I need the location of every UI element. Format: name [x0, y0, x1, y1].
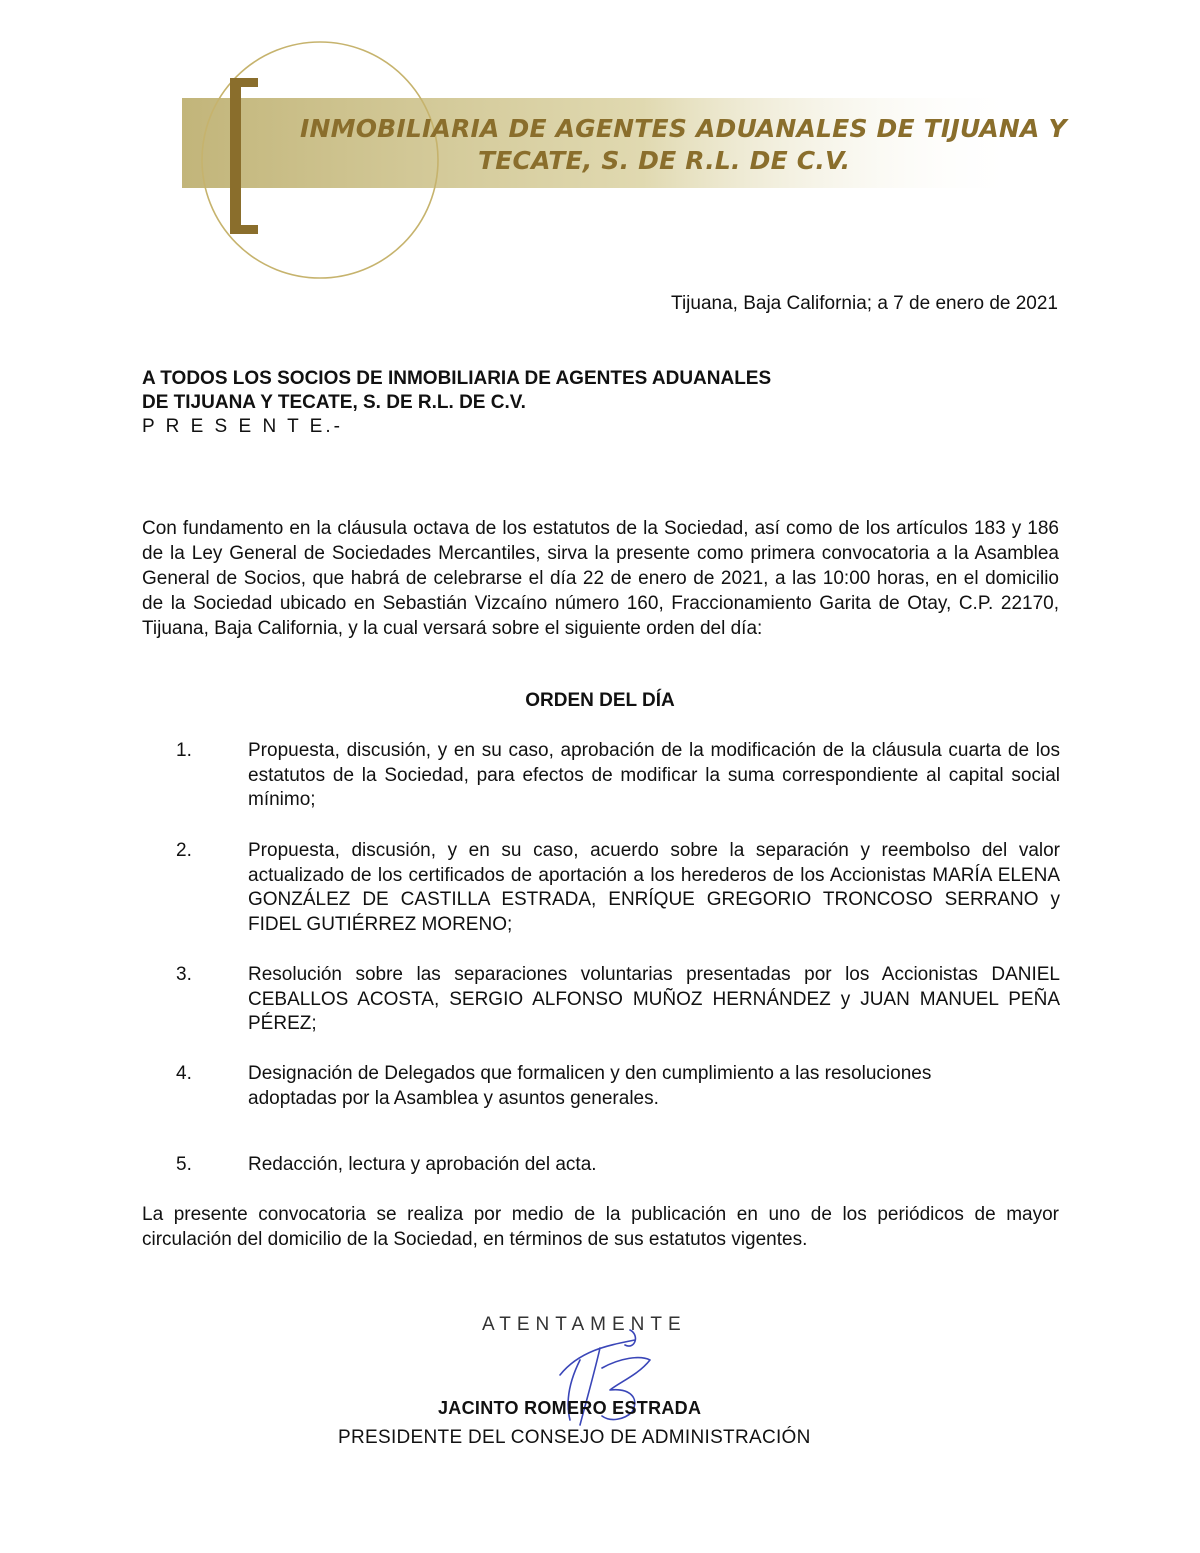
addressee-line-2: DE TIJUANA Y TECATE, S. DE R.L. DE C.V. [142, 392, 526, 413]
agenda-item-text: Designación de Delegados que formalicen y den cumplimiento a las resoluciones adoptadas por la Asamblea y asuntos generales. [248, 1063, 932, 1109]
intro-paragraph: Con fundamento en la cláusula octava de los estatutos de la Sociedad, así como de los artículos 183 y 186 de la Ley General de Sociedades Mercantiles, sirva la presente como primera convocatoria a la Asamblea General de Socios, que habrá de celebrarse el día 22 de enero de 2021, a las 10:00 horas, en el domicilio de la Sociedad ubicado en Sebastián Vizcaíno número 160, Fraccionamiento Garita de Otay, C.P. 22170, Tijuana, Baja California, y la cual versará sobre el siguiente orden del día: [142, 518, 1059, 639]
letterhead-logo [180, 40, 1067, 280]
company-name-line-1: INMOBILIARIA DE AGENTES ADUANALES DE TIJUANA Y [300, 114, 1067, 143]
salutation: ATENTAMENTE [482, 1314, 687, 1335]
agenda-item-text: Propuesta, discusión, y en su caso, aprobación de la modificación de la cláusula cuarta de los estatutos de la Sociedad, para efectos de modificar la suma correspondiente al capital social mínimo; [248, 740, 1060, 810]
agenda-title: ORDEN DEL DÍA [525, 690, 675, 711]
logo-bracket-bottom [230, 225, 258, 234]
agenda-item-text: Resolución sobre las separaciones voluntarias presentadas por los Accionistas DANIEL CEBALLOS ACOSTA, SERGIO ALFONSO MUÑOZ HERNÁNDEZ y JUAN MANUEL PEÑA PÉREZ; [248, 964, 1060, 1034]
logo-bracket-vertical [230, 78, 241, 234]
date-line: Tijuana, Baja California; a 7 de enero de 2021 [671, 293, 1058, 314]
addressee-block [142, 367, 771, 439]
agenda-item-number: 1. [176, 740, 192, 761]
signer-name: JACINTO ROMERO ESTRADA [438, 1398, 702, 1418]
agenda-item-number: 4. [176, 1063, 192, 1084]
agenda-item-number: 3. [176, 964, 192, 985]
agenda-item-number: 2. [176, 840, 192, 861]
agenda-item-text: Propuesta, discusión, y en su caso, acuerdo sobre la separación y reembolso del valor actualizado de los certificados de aportación a los herederos de los Accionistas MARÍA ELENA GONZÁLEZ DE CASTILLA ESTRADA, ENRÍQUE GREGORIO TRONCOSO SERRANO y FIDEL GUTIÉRREZ MORENO; [248, 840, 1060, 935]
logo-bracket-top [230, 78, 258, 87]
agenda-item-number: 5. [176, 1154, 192, 1175]
signer-title: PRESIDENTE DEL CONSEJO DE ADMINISTRACIÓN [338, 1427, 811, 1448]
closing-paragraph: La presente convocatoria se realiza por medio de la publicación en uno de los periódicos de mayor circulación del domicilio de la Sociedad, en términos de sus estatutos vigentes. [142, 1204, 1059, 1250]
company-name-line-2: TECATE, S. DE R.L. DE C.V. [478, 146, 851, 175]
presente-line: P R E S E N T E.- [142, 416, 343, 437]
addressee-line-1: A TODOS LOS SOCIOS DE INMOBILIARIA DE AGENTES ADUANALES [142, 368, 772, 389]
agenda-item-text: Redacción, lectura y aprobación del acta. [248, 1154, 597, 1175]
